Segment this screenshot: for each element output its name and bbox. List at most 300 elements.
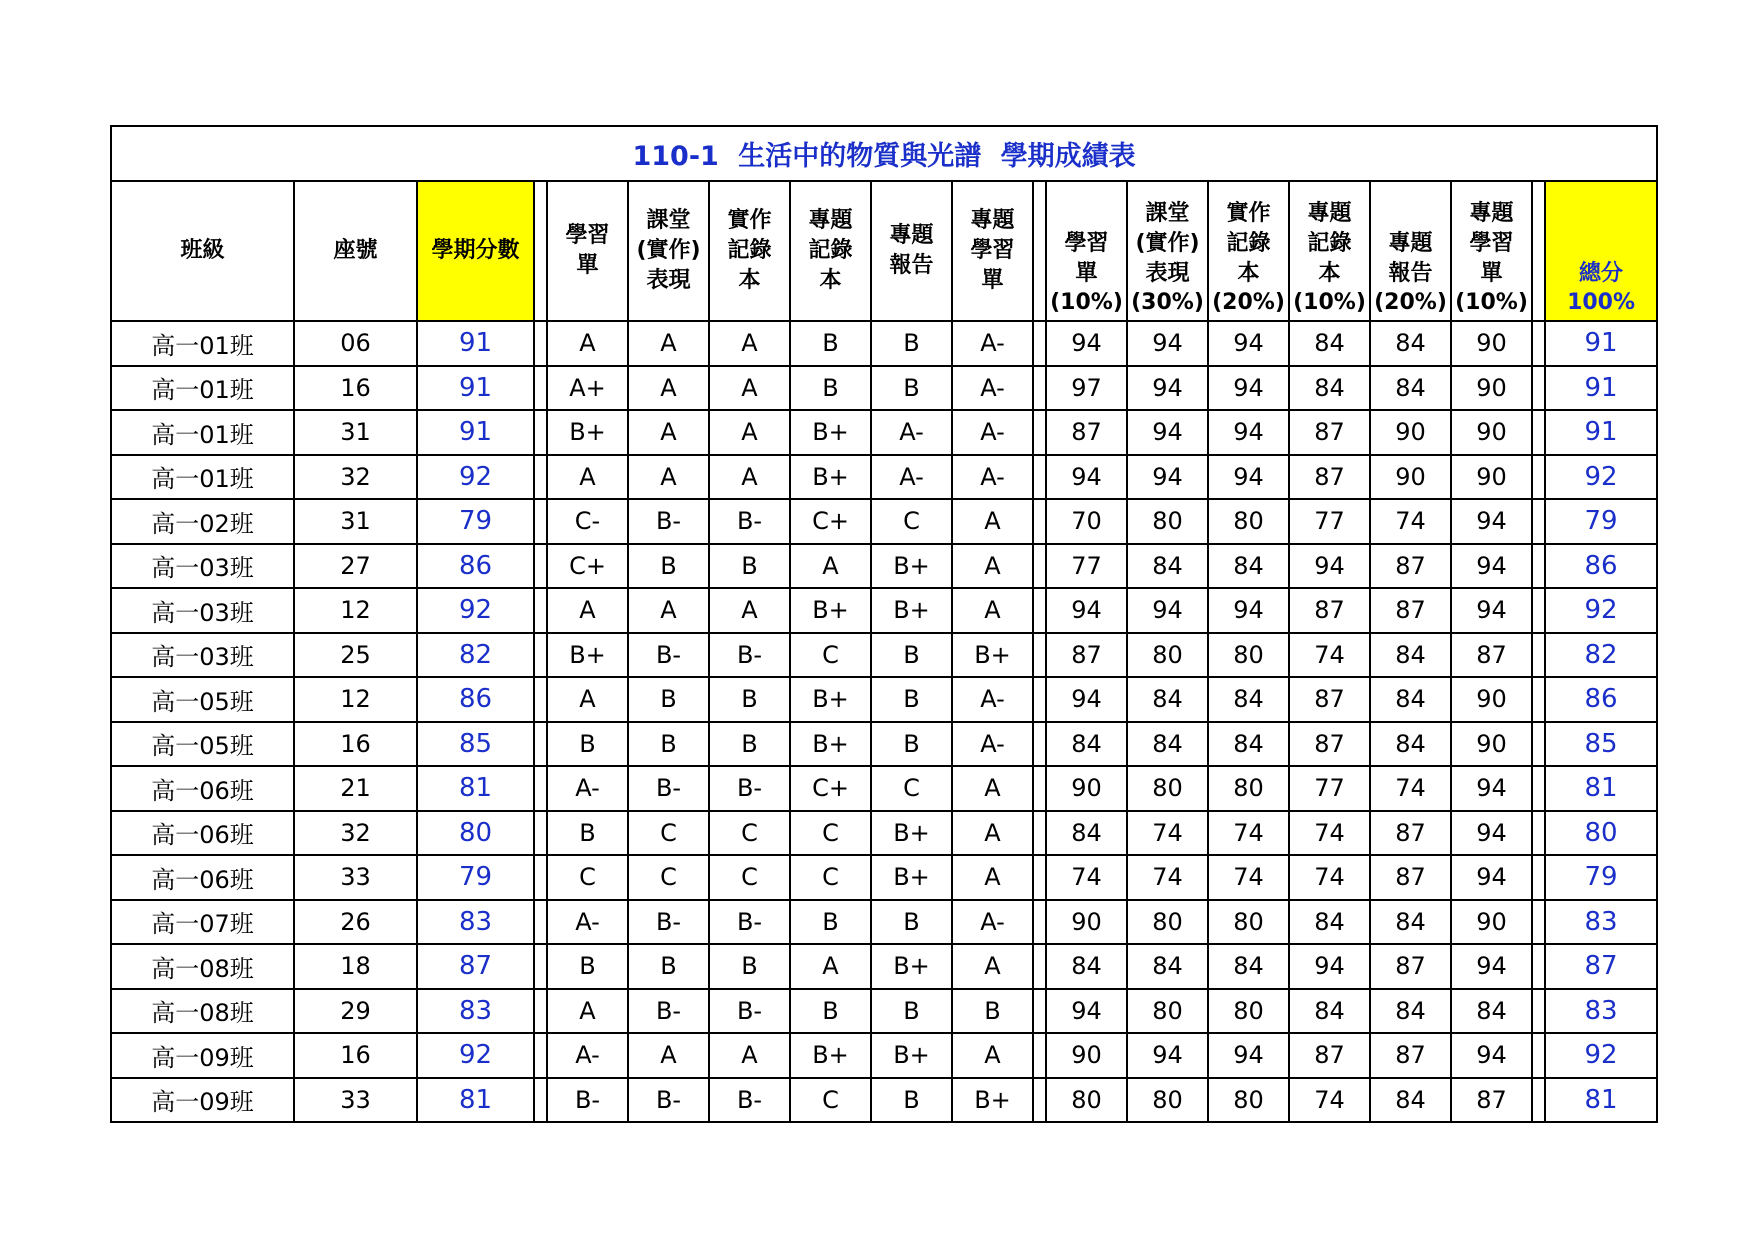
grade-cell: C — [709, 855, 790, 900]
spacer-cell — [1532, 811, 1545, 856]
header-score-4-line: 本 — [1318, 260, 1341, 286]
class-cell: 高一06班 — [111, 855, 294, 900]
score-cell: 94 — [1046, 455, 1127, 500]
class-cell: 高一06班 — [111, 811, 294, 856]
total-cell: 87 — [1545, 944, 1657, 989]
score-cell: 94 — [1289, 944, 1370, 989]
header-spacer — [1033, 181, 1046, 321]
spacer-cell — [534, 633, 547, 678]
grade-cell: B+ — [790, 455, 871, 500]
score-cell: 87 — [1046, 410, 1127, 455]
total-cell: 86 — [1545, 544, 1657, 589]
grade-cell: B- — [709, 766, 790, 811]
class-cell: 高一01班 — [111, 410, 294, 455]
spacer-cell — [1532, 544, 1545, 589]
seat-cell: 32 — [294, 455, 417, 500]
seat-cell: 21 — [294, 766, 417, 811]
total-cell: 83 — [1545, 900, 1657, 945]
spacer-cell — [1033, 455, 1046, 500]
report-code: 110-1 — [632, 141, 719, 172]
total-cell: 79 — [1545, 499, 1657, 544]
grade-cell: A- — [547, 1033, 628, 1078]
header-score-1 — [1046, 181, 1127, 321]
spacer-cell — [1033, 989, 1046, 1034]
score-cell: 80 — [1127, 989, 1208, 1034]
header-score-2-line: 表現 — [1145, 260, 1190, 286]
spacer-cell — [534, 944, 547, 989]
semester-score-cell: 86 — [417, 677, 534, 722]
semester-score-cell: 92 — [417, 1033, 534, 1078]
grade-cell: A- — [952, 321, 1033, 366]
spacer-cell — [534, 544, 547, 589]
class-cell: 高一05班 — [111, 677, 294, 722]
header-grade-5-line: 報告 — [889, 253, 934, 278]
grade-cell: B- — [709, 989, 790, 1034]
header-seat: 座號 — [294, 181, 417, 321]
seat-cell: 27 — [294, 544, 417, 589]
score-cell: 90 — [1451, 366, 1532, 411]
spacer-cell — [1532, 855, 1545, 900]
spacer-cell — [534, 989, 547, 1034]
table-row — [111, 989, 1657, 1034]
grade-cell: B — [871, 900, 952, 945]
grade-cell: A- — [952, 410, 1033, 455]
seat-cell: 06 — [294, 321, 417, 366]
spacer-cell — [534, 1033, 547, 1078]
grade-cell: B- — [628, 766, 709, 811]
score-cell: 87 — [1289, 455, 1370, 500]
header-grade-4-line: 專題 — [808, 208, 853, 234]
grade-cell: A- — [952, 366, 1033, 411]
grade-cell: C — [790, 811, 871, 856]
seat-cell: 12 — [294, 588, 417, 633]
total-cell: 81 — [1545, 766, 1657, 811]
total-cell: 92 — [1545, 1033, 1657, 1078]
grade-cell: B — [628, 544, 709, 589]
spacer-cell — [1033, 366, 1046, 411]
score-cell: 80 — [1127, 499, 1208, 544]
header-spacer — [1532, 181, 1545, 321]
score-cell: 94 — [1046, 321, 1127, 366]
score-cell: 84 — [1370, 677, 1451, 722]
spacer-cell — [1532, 989, 1545, 1034]
score-cell: 80 — [1208, 989, 1289, 1034]
class-cell: 高一09班 — [111, 1033, 294, 1078]
score-cell: 74 — [1289, 633, 1370, 678]
spacer-cell — [1033, 811, 1046, 856]
total-cell: 85 — [1545, 722, 1657, 767]
score-cell: 94 — [1046, 588, 1127, 633]
header-grade-5 — [871, 181, 952, 321]
header-grade-6 — [952, 181, 1033, 321]
table-row — [111, 633, 1657, 678]
grade-cell: B- — [547, 1078, 628, 1123]
grade-cell: A — [628, 366, 709, 411]
grade-cell: C+ — [790, 766, 871, 811]
header-grade-6-line: 單 — [981, 267, 1004, 293]
score-cell: 84 — [1208, 944, 1289, 989]
grade-cell: B+ — [871, 811, 952, 856]
grade-cell: A — [952, 1033, 1033, 1078]
grade-cell: A- — [547, 766, 628, 811]
spacer-cell — [1532, 944, 1545, 989]
grade-cell: B — [871, 677, 952, 722]
score-cell: 90 — [1370, 455, 1451, 500]
score-cell: 77 — [1046, 544, 1127, 589]
score-cell: 94 — [1127, 588, 1208, 633]
score-cell: 87 — [1289, 722, 1370, 767]
column-header-row — [111, 181, 1657, 321]
header-grade-3 — [709, 181, 790, 321]
course-name: 生活中的物質與光譜 — [738, 141, 982, 172]
score-cell: 87 — [1289, 410, 1370, 455]
grade-cell: A — [952, 766, 1033, 811]
grade-cell: B+ — [871, 855, 952, 900]
seat-cell: 16 — [294, 722, 417, 767]
score-cell: 94 — [1127, 410, 1208, 455]
header-grade-4 — [790, 181, 871, 321]
score-cell: 74 — [1289, 855, 1370, 900]
header-grade-3-line: 記錄 — [727, 238, 772, 264]
class-cell: 高一03班 — [111, 588, 294, 633]
score-cell: 80 — [1127, 1078, 1208, 1123]
grade-cell: B+ — [790, 1033, 871, 1078]
semester-score-cell: 86 — [417, 544, 534, 589]
score-cell: 87 — [1370, 944, 1451, 989]
header-grade-3-line: 實作 — [727, 208, 772, 234]
score-cell: 84 — [1289, 989, 1370, 1034]
header-score-3-line: 實作 — [1226, 201, 1271, 227]
grade-cell: A — [790, 544, 871, 589]
header-grade-6-line: 學習 — [970, 238, 1015, 264]
seat-cell: 31 — [294, 499, 417, 544]
score-cell: 70 — [1046, 499, 1127, 544]
semester-score-cell: 83 — [417, 989, 534, 1034]
score-cell: 84 — [1046, 944, 1127, 989]
table-body — [111, 321, 1657, 1122]
score-cell: 84 — [1127, 677, 1208, 722]
class-cell: 高一01班 — [111, 321, 294, 366]
spacer-cell — [1033, 544, 1046, 589]
grade-cell: A — [628, 588, 709, 633]
score-cell: 84 — [1127, 544, 1208, 589]
grade-cell: C — [547, 855, 628, 900]
grade-cell: A — [628, 455, 709, 500]
score-cell: 84 — [1370, 1078, 1451, 1123]
score-cell: 74 — [1127, 811, 1208, 856]
grade-cell: B — [871, 321, 952, 366]
class-cell: 高一03班 — [111, 633, 294, 678]
score-cell: 90 — [1451, 455, 1532, 500]
grade-cell: B+ — [547, 633, 628, 678]
grade-cell: B- — [709, 499, 790, 544]
class-cell: 高一07班 — [111, 900, 294, 945]
score-cell: 74 — [1208, 855, 1289, 900]
header-score-4 — [1289, 181, 1370, 321]
score-cell: 94 — [1127, 455, 1208, 500]
grade-cell: B+ — [871, 1033, 952, 1078]
score-cell: 94 — [1127, 366, 1208, 411]
semester-score-cell: 82 — [417, 633, 534, 678]
score-cell: 74 — [1208, 811, 1289, 856]
seat-cell: 33 — [294, 855, 417, 900]
score-cell: 94 — [1451, 766, 1532, 811]
grade-cell: A — [952, 499, 1033, 544]
header-grade-2-line: 表現 — [646, 267, 691, 293]
semester-score-cell: 83 — [417, 900, 534, 945]
header-grade-4-line: 本 — [819, 267, 842, 293]
header-score-4-line: (10%) — [1293, 290, 1366, 316]
table-row — [111, 1033, 1657, 1078]
total-cell: 81 — [1545, 1078, 1657, 1123]
score-cell: 84 — [1370, 321, 1451, 366]
class-cell: 高一09班 — [111, 1078, 294, 1123]
score-cell: 94 — [1208, 366, 1289, 411]
grade-cell: A — [952, 544, 1033, 589]
table-row — [111, 588, 1657, 633]
grade-cell: A — [952, 811, 1033, 856]
header-total — [1545, 181, 1657, 321]
score-cell: 80 — [1208, 499, 1289, 544]
header-score-5-line: 報告 — [1388, 260, 1433, 286]
header-score-5-line: (20%) — [1374, 290, 1447, 316]
semester-score-cell: 80 — [417, 811, 534, 856]
score-cell: 74 — [1370, 766, 1451, 811]
spacer-cell — [1033, 410, 1046, 455]
score-cell: 74 — [1046, 855, 1127, 900]
semester-score-cell: 79 — [417, 499, 534, 544]
semester-score-cell: 92 — [417, 455, 534, 500]
score-cell: 87 — [1370, 811, 1451, 856]
score-cell: 94 — [1208, 1033, 1289, 1078]
score-cell: 94 — [1208, 321, 1289, 366]
grade-cell: B+ — [871, 588, 952, 633]
score-cell: 94 — [1208, 410, 1289, 455]
table-row — [111, 722, 1657, 767]
grade-cell: A- — [871, 410, 952, 455]
grade-cell: B+ — [871, 944, 952, 989]
score-cell: 94 — [1289, 544, 1370, 589]
score-cell: 80 — [1208, 633, 1289, 678]
score-cell: 90 — [1046, 766, 1127, 811]
score-cell: 84 — [1289, 366, 1370, 411]
header-grade-1 — [547, 181, 628, 321]
grade-cell: A — [547, 989, 628, 1034]
header-score-3-line: (20%) — [1212, 290, 1285, 316]
score-cell: 77 — [1289, 766, 1370, 811]
grade-cell: A — [709, 410, 790, 455]
grade-cell: B- — [709, 1078, 790, 1123]
semester-score-cell: 92 — [417, 588, 534, 633]
spacer-cell — [534, 811, 547, 856]
grade-cell: C — [871, 499, 952, 544]
score-cell: 84 — [1046, 722, 1127, 767]
spacer-cell — [534, 588, 547, 633]
score-cell: 87 — [1046, 633, 1127, 678]
score-cell: 90 — [1370, 410, 1451, 455]
grade-cell: A — [628, 321, 709, 366]
score-cell: 77 — [1289, 499, 1370, 544]
score-cell: 84 — [1127, 944, 1208, 989]
seat-cell: 32 — [294, 811, 417, 856]
spacer-cell — [1033, 1078, 1046, 1123]
spacer-cell — [1532, 1078, 1545, 1123]
grade-cell: B — [790, 989, 871, 1034]
score-cell: 87 — [1451, 1078, 1532, 1123]
grade-cell: B — [871, 633, 952, 678]
header-grade-6-line: 專題 — [970, 208, 1015, 234]
spacer-cell — [534, 410, 547, 455]
score-cell: 94 — [1451, 499, 1532, 544]
score-cell: 90 — [1451, 410, 1532, 455]
grade-cell: A — [547, 321, 628, 366]
score-cell: 84 — [1370, 900, 1451, 945]
spacer-cell — [1532, 588, 1545, 633]
header-score-1-line: (10%) — [1050, 290, 1123, 316]
grade-cell: A — [709, 366, 790, 411]
grade-cell: B+ — [871, 544, 952, 589]
table-row — [111, 944, 1657, 989]
score-cell: 84 — [1370, 989, 1451, 1034]
grade-cell: A — [547, 455, 628, 500]
report-subtitle: 學期成績表 — [1000, 141, 1136, 172]
header-score-6-line: 單 — [1480, 260, 1503, 286]
header-score-1-line: 學習 — [1064, 230, 1109, 256]
score-cell: 84 — [1208, 722, 1289, 767]
score-cell: 84 — [1208, 544, 1289, 589]
semester-score-cell: 91 — [417, 366, 534, 411]
header-grade-2-line: (實作) — [636, 238, 701, 264]
seat-cell: 25 — [294, 633, 417, 678]
score-cell: 80 — [1127, 766, 1208, 811]
spacer-cell — [1033, 633, 1046, 678]
grade-cell: B — [709, 544, 790, 589]
score-cell: 90 — [1451, 722, 1532, 767]
table-row — [111, 366, 1657, 411]
grade-cell: B+ — [790, 588, 871, 633]
header-grade-2-line: 課堂 — [646, 208, 691, 234]
seat-cell: 18 — [294, 944, 417, 989]
total-cell: 91 — [1545, 321, 1657, 366]
spacer-cell — [1033, 677, 1046, 722]
table-row — [111, 900, 1657, 945]
header-score-3-line: 本 — [1237, 260, 1260, 286]
grade-cell: A- — [952, 455, 1033, 500]
header-score-6-line: 專題 — [1469, 201, 1514, 227]
score-cell: 84 — [1289, 321, 1370, 366]
score-cell: 94 — [1451, 1033, 1532, 1078]
spacer-cell — [534, 321, 547, 366]
spacer-cell — [1033, 588, 1046, 633]
grade-cell: A- — [871, 455, 952, 500]
total-cell: 83 — [1545, 989, 1657, 1034]
header-grade-1-line: 學習 — [565, 223, 610, 249]
header-total-line: 總分 — [1579, 260, 1624, 286]
score-cell: 90 — [1451, 677, 1532, 722]
grade-cell: B- — [709, 633, 790, 678]
score-cell: 84 — [1370, 722, 1451, 767]
grade-table — [110, 125, 1658, 1123]
seat-cell: 29 — [294, 989, 417, 1034]
header-spacer — [534, 181, 547, 321]
spacer-cell — [534, 499, 547, 544]
spacer-cell — [1532, 722, 1545, 767]
grade-cell: A- — [952, 677, 1033, 722]
grade-cell: B — [547, 811, 628, 856]
spacer-cell — [1532, 677, 1545, 722]
total-cell: 80 — [1545, 811, 1657, 856]
semester-score-cell: 85 — [417, 722, 534, 767]
semester-score-cell: 81 — [417, 766, 534, 811]
grade-cell: C- — [547, 499, 628, 544]
semester-score-cell: 91 — [417, 321, 534, 366]
spacer-cell — [1033, 321, 1046, 366]
grade-cell: B — [547, 722, 628, 767]
spacer-cell — [1532, 766, 1545, 811]
score-cell: 80 — [1046, 1078, 1127, 1123]
score-cell: 84 — [1370, 633, 1451, 678]
spacer-cell — [1033, 944, 1046, 989]
grade-cell: A — [952, 855, 1033, 900]
header-grade-3-line: 本 — [738, 267, 761, 293]
header-score-2-line: 課堂 — [1145, 201, 1190, 227]
grade-cell: C+ — [790, 499, 871, 544]
spacer-cell — [1033, 722, 1046, 767]
grade-cell: C — [790, 1078, 871, 1123]
grade-cell: B- — [709, 900, 790, 945]
score-cell: 90 — [1451, 321, 1532, 366]
grade-cell: A — [547, 588, 628, 633]
score-cell: 84 — [1046, 811, 1127, 856]
class-cell: 高一02班 — [111, 499, 294, 544]
spacer-cell — [1532, 410, 1545, 455]
grade-cell: B+ — [790, 410, 871, 455]
score-cell: 87 — [1289, 1033, 1370, 1078]
grade-cell: B+ — [790, 677, 871, 722]
grade-cell: B — [790, 366, 871, 411]
grade-cell: B — [628, 722, 709, 767]
grade-cell: B- — [628, 1078, 709, 1123]
score-cell: 80 — [1127, 633, 1208, 678]
spacer-cell — [1033, 900, 1046, 945]
score-cell: 94 — [1127, 1033, 1208, 1078]
table-row — [111, 321, 1657, 366]
score-cell: 84 — [1370, 366, 1451, 411]
spacer-cell — [1033, 766, 1046, 811]
table-row — [111, 410, 1657, 455]
score-cell: 94 — [1046, 677, 1127, 722]
header-total-line: 100% — [1567, 290, 1636, 316]
score-cell: 74 — [1289, 1078, 1370, 1123]
grade-cell: A — [709, 588, 790, 633]
score-cell: 90 — [1046, 1033, 1127, 1078]
grade-cell: A+ — [547, 366, 628, 411]
score-cell: 87 — [1451, 633, 1532, 678]
grade-cell: B — [871, 722, 952, 767]
grade-cell: B — [952, 989, 1033, 1034]
seat-cell: 16 — [294, 1033, 417, 1078]
class-cell: 高一01班 — [111, 366, 294, 411]
grade-cell: A — [952, 944, 1033, 989]
grade-cell: C — [871, 766, 952, 811]
grade-cell: B — [871, 366, 952, 411]
grade-cell: B+ — [547, 410, 628, 455]
semester-score-cell: 81 — [417, 1078, 534, 1123]
score-cell: 94 — [1451, 544, 1532, 589]
spacer-cell — [1532, 1033, 1545, 1078]
grade-cell: B — [790, 321, 871, 366]
score-cell: 74 — [1370, 499, 1451, 544]
